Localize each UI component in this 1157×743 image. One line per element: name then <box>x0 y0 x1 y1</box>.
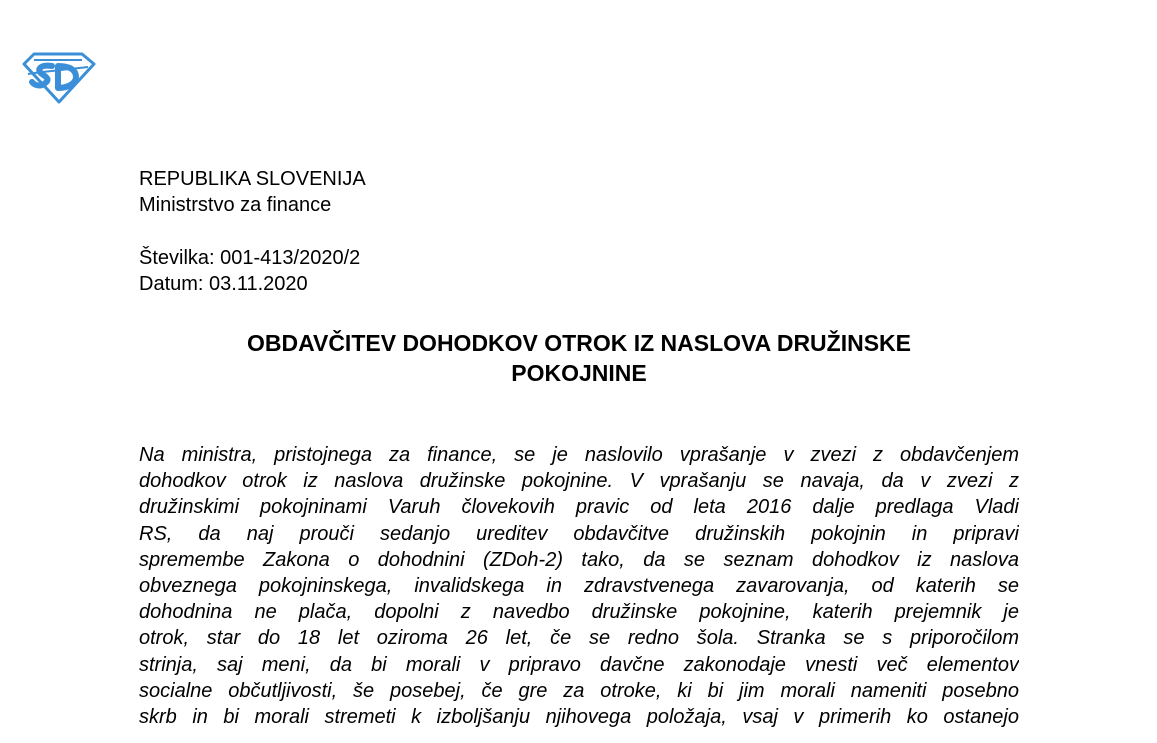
body-line: RS, da naj prouči sedanjo ureditev obdavčitve družinskih pokojnin in pripravi <box>139 522 1019 545</box>
issuer-header <box>139 166 366 218</box>
document-number: Številka: 001-413/2020/2 <box>139 247 361 269</box>
body-line: dohodkov otrok iz naslova družinske pokojnine. V vprašanju se navaja, da v zvezi z <box>139 470 1019 493</box>
body-line: strinja, saj meni, da bi morali v pripravo davčne zakonodaje vnesti več elementov <box>139 653 1019 676</box>
body-line: družinskimi pokojninami Varuh človekovih pravic od leta 2016 dalje predlaga Vladi <box>139 496 1019 519</box>
issuer-ministry: Ministrstvo za finance <box>139 194 332 216</box>
body-line: dohodnina ne plača, dopolni z navedbo družinske pokojnine, katerih prejemnik je <box>139 601 1019 624</box>
body-paragraph <box>139 442 1019 730</box>
body-line: obveznega pokojninskega, invalidskega in zdravstvenega zavarovanja, od katerih se <box>139 575 1019 598</box>
body-line: otrok, star do 18 let oziroma 26 let, če se redno šola. Stranka se s priporočilom <box>139 627 1019 650</box>
body-line: socialne občutljivosti, še posebej, če gre za otroke, ki bi jim morali nameniti posebno <box>139 679 1019 702</box>
document-meta <box>139 245 360 297</box>
issuer-country: REPUBLIKA SLOVENIJA <box>139 168 366 190</box>
document-title <box>139 328 1019 388</box>
document-date: Datum: 03.11.2020 <box>139 273 308 295</box>
title-line: POKOJNINE <box>511 360 647 386</box>
sd-party-logo-icon <box>22 50 96 104</box>
body-line: Na ministra, pristojnega za finance, se je naslovilo vprašanje v zvezi z obdavčenjem <box>139 444 1019 466</box>
body-line: skrb in bi morali stremeti k izboljšanju njihovega položaja, vsaj v primerih ko ostanejo <box>139 706 1019 729</box>
body-line: spremembe Zakona o dohodnini (ZDoh-2) tako, da se seznam dohodkov iz naslova <box>139 548 1019 571</box>
title-line: OBDAVČITEV DOHODKOV OTROK IZ NASLOVA DRUŽINSKE <box>246 330 912 356</box>
